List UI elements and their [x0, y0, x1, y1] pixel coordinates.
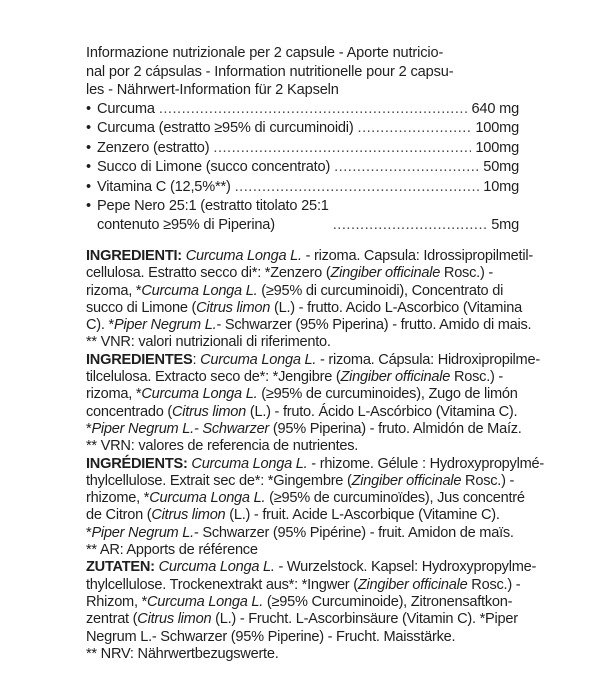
- ingredients-es-line: [86, 386, 526, 403]
- dot-leader: [358, 119, 472, 138]
- latin-name: Zingiber officinale: [330, 265, 441, 282]
- ingredients-heading: INGREDIENTES: [86, 351, 193, 368]
- text: de Citron (: [86, 507, 152, 524]
- text: concentrado (: [86, 403, 172, 420]
- latin-name: Piper Negrum L.: [91, 524, 194, 541]
- latin-name: Zingiber officinale: [340, 369, 451, 386]
- ingredients-it-footnote: ** VNR: valori nutrizionali di riferimento.: [86, 334, 331, 351]
- text: Rosc.) -: [450, 369, 504, 386]
- ingredients-de-line: [86, 577, 526, 594]
- heading-line: nal por 2 cápsulas - Information nutritionelle pour 2 capsu-: [86, 63, 454, 80]
- bullet: •: [86, 101, 91, 117]
- latin-name: Curcuma Longa L.: [191, 455, 308, 472]
- nutrient-row-vitamin-c: [86, 178, 519, 197]
- nutrient-row-ginger: [86, 139, 519, 158]
- heading-line: Informazione nutrizionale per 2 capsule - Aporte nutricio-: [86, 45, 444, 61]
- nutrient-name-line: Pepe Nero 25:1 (estratto titolato 25:1: [97, 198, 329, 215]
- latin-name: Zingiber officinale: [357, 576, 468, 593]
- text: rizoma, *: [86, 386, 142, 403]
- nutrient-name: Curcuma (estratto ≥95% di curcuminoidi): [97, 120, 354, 137]
- nutrient-amount: 100mg: [475, 120, 519, 137]
- text: :: [192, 351, 197, 368]
- nutrient-row-black-pepper: [86, 197, 519, 236]
- latin-name: Curcuma Longa L.: [158, 559, 275, 576]
- nutrient-amount: 100mg: [475, 139, 519, 156]
- ingredients-es-footnote: ** VRN: valores de referencia de nutrientes.: [86, 438, 359, 455]
- nutrient-row-lemon: [86, 158, 519, 177]
- text: (L.) - Frucht. L-Ascorbinsäure (Vitamin C). *Piper: [211, 611, 518, 628]
- text: - Wurzelstock. Kapsel: Hydroxypropylme-: [274, 559, 537, 576]
- text: cellulosa. Estratto secco di*: *Zenzero (: [86, 265, 331, 282]
- ingredients-it-line: [86, 300, 526, 317]
- latin-name: Piper Negrum L.: [113, 317, 217, 334]
- text: succo di Limone (: [86, 299, 197, 316]
- ingredients-fr-line: [86, 473, 526, 490]
- nutrient-amount: 10mg: [483, 178, 519, 195]
- nutrient-list: [86, 100, 519, 236]
- ingredients-fr-line: [86, 507, 526, 524]
- text: - rizoma. Capsula: Idrossipropilmetil-: [301, 248, 533, 264]
- bullet: •: [86, 139, 91, 156]
- latin-name: Piper Negrum L.- Schwarzer: [91, 420, 270, 437]
- latin-name: Zingiber officinale: [351, 472, 462, 489]
- text: thylcellulose. Trockenextrakt aus*: *Ingwer (: [86, 576, 358, 593]
- text: *: [86, 420, 92, 437]
- ingredients-de-footnote: ** NRV: Nährwertbezugswerte.: [86, 645, 279, 662]
- ingredients-heading: INGREDIENTI:: [86, 248, 182, 264]
- ingredients-es-line: [86, 404, 526, 421]
- text: (95% Piperina) - fruto. Almidón de Maíz.: [269, 420, 522, 437]
- ingredients-it-line: [86, 283, 526, 300]
- ingredients-it-line: [86, 248, 533, 265]
- text: rizoma, *: [86, 282, 142, 299]
- dot-leader: [159, 100, 468, 119]
- ingredients-de-line: Negrum L.- Schwarzer (95% Piperine) - Frucht. Maisstärke.: [86, 628, 456, 645]
- text: tilcelulosa. Extracto seco de*: *Jengibre (: [86, 369, 341, 386]
- latin-name: Curcuma Longa L.: [185, 248, 302, 264]
- bullet: •: [86, 120, 91, 137]
- nutrient-amount: 5mg: [491, 217, 519, 234]
- latin-name: Curcuma Longa L.: [141, 282, 258, 299]
- ingredients-fr-line: [86, 525, 526, 542]
- ingredients-es-line: [86, 421, 526, 438]
- text: (≥95% di curcuminoidi), Concentrato di: [257, 282, 504, 299]
- text: Rosc.) -: [461, 472, 515, 489]
- nutrient-name: Vitamina C (12,5%**): [97, 178, 231, 195]
- text: zentrat (: [86, 611, 138, 628]
- bullet: •: [86, 178, 91, 195]
- heading-line: les - Nährwert-Information für 2 Kapseln: [86, 82, 339, 99]
- nutrient-name-line: contenuto ≥95% di Piperina): [97, 217, 275, 234]
- nutrient-row-curcuma-extract: [86, 119, 519, 138]
- latin-name: Curcuma Longa L.: [141, 386, 258, 403]
- text: (≥95% de curcuminoïdes), Jus concentré: [265, 490, 525, 507]
- text: - Schwarzer (95% Piperina) - frutto. Amido di mais.: [216, 317, 532, 334]
- text: (L.) - fruto. Ácido L-Ascórbico (Vitamina C).: [246, 403, 518, 420]
- ingredients-heading: ZUTATEN:: [86, 559, 155, 576]
- dot-leader: [235, 178, 480, 197]
- nutrition-heading: [86, 44, 526, 100]
- nutrient-name: Zenzero (estratto): [97, 139, 210, 156]
- ingredients-fr-line: [86, 455, 544, 473]
- ingredients-de-line: [86, 559, 537, 576]
- text: Rosc.) -: [467, 576, 521, 593]
- ingredients-it-line: [86, 317, 532, 334]
- text: - rizoma. Cápsula: Hidroxipropilme-: [316, 351, 540, 368]
- dot-leader: [333, 216, 487, 235]
- ingredients-de-line: [86, 611, 526, 628]
- latin-name: Citrus limon: [137, 611, 212, 628]
- ingredients-fr-line: [86, 490, 526, 507]
- text: - rhizome. Gélule : Hydroxypropylmé-: [307, 455, 544, 472]
- latin-name: Citrus limon: [151, 507, 226, 524]
- text: (L.) - frutto. Acido L-Ascorbico (Vitamina: [270, 299, 522, 316]
- latin-name: Curcuma Longa L.: [149, 490, 266, 507]
- ingredients-fr-footnote: ** AR: Apports de référence: [86, 542, 258, 559]
- text: (L.) - fruit. Acide L-Ascorbique (Vitamine C).: [225, 507, 500, 524]
- latin-name: Citrus limon: [196, 299, 271, 316]
- ingredients-it-line: [86, 265, 526, 282]
- text: Rhizom, *: [86, 593, 148, 610]
- dot-leader: [334, 158, 479, 177]
- text: *: [86, 524, 92, 541]
- ingredients-heading: INGRÉDIENTS:: [86, 455, 188, 472]
- bullet: •: [86, 159, 91, 176]
- latin-name: Curcuma Longa L.: [200, 351, 317, 368]
- text: C). *: [86, 317, 114, 334]
- text: - Schwarzer (95% Pipérine) - fruit. Amidon de maïs.: [193, 524, 514, 541]
- nutrient-name: Succo di Limone (succo concentrato): [97, 159, 331, 176]
- nutrient-amount: 50mg: [483, 159, 519, 176]
- ingredients-block: [86, 248, 544, 663]
- dot-leader: [213, 139, 471, 158]
- nutrient-row-curcuma: [86, 100, 519, 119]
- ingredients-de-line: [86, 594, 526, 611]
- latin-name: Citrus limon: [172, 403, 247, 420]
- text: rhizome, *: [86, 490, 150, 507]
- nutrient-name: [97, 197, 329, 236]
- text: (≥95% Curcuminoide), Zitronensaftkon-: [263, 593, 513, 610]
- ingredients-es-line: [86, 369, 526, 386]
- text: thylcellulose. Extrait sec de*: *Gingembre (: [86, 472, 352, 489]
- text: (≥95% de curcuminoides), Zugo de limón: [257, 386, 518, 403]
- ingredients-es-line: [86, 351, 540, 369]
- text: Rosc.) -: [440, 265, 493, 282]
- latin-name: Curcuma Longa L.: [147, 593, 264, 610]
- nutrient-name: Curcuma: [97, 101, 155, 117]
- nutrient-amount: 640 mg: [471, 101, 519, 117]
- bullet: •: [86, 198, 91, 215]
